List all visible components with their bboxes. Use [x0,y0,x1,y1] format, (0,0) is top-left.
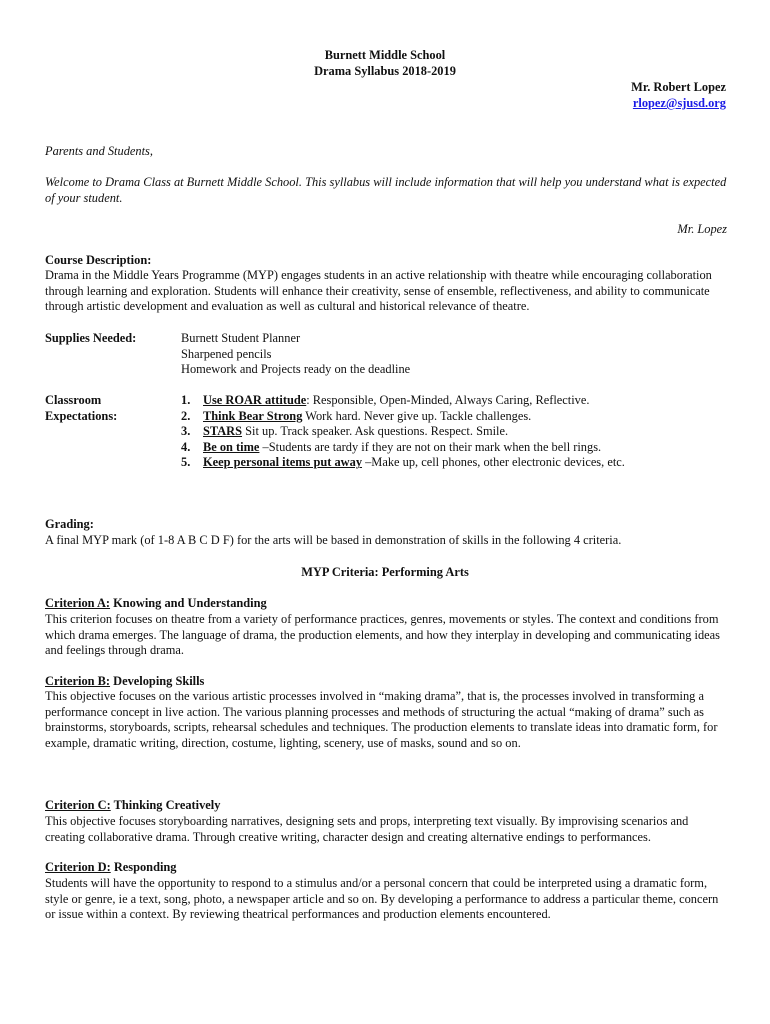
greeting: Parents and Students, [45,144,153,158]
expectation-item [181,455,726,471]
course-description-heading: Course Description: [45,253,152,267]
expectation-key: Be on time [203,439,260,454]
expectation-key: Think Bear Strong [203,408,303,423]
teacher-name: Mr. Robert Lopez [631,80,726,94]
grading-heading: Grading: [45,517,94,531]
expectation-key: Use ROAR attitude [203,393,307,407]
supply-item: Homework and Projects ready on the deadline [181,362,411,377]
criterion-title: Knowing and Understanding [110,596,267,610]
teacher-email-link[interactable]: rlopez@sjusd.org [632,96,726,110]
expectations-label [45,393,175,424]
expectations-label-line2: Expectations: [45,408,118,423]
expectation-text: Sit up. Track speaker. Ask questions. Respect. Smile. [242,424,509,439]
criterion-title: Responding [110,860,177,874]
criterion-label: Criterion A: [45,596,111,610]
course-description-text: Drama in the Middle Years Programme (MYP) engages students in an active relationship with theatre while encouraging collaboration through learning and exploration. Students will enhance their creativity, sense of ensemble, reflectiveness, and ability to communicate through artistic development and evaluation as well as cultural and historical relevance of theatre. [45,268,712,314]
expectation-item [181,424,726,440]
supply-item: Sharpened pencils [181,346,272,361]
criterion-label: Criterion B: [45,674,111,688]
criterion-c-text: This objective focuses storyboarding narratives, designing sets and props, interpreting text visually. By improvising scenarios and creating collaborative drama. Through creative writing, character design and creating alternative endings to performances. [45,814,689,844]
criterion-a-heading [45,596,727,612]
criteria-title: MYP Criteria: Performing Arts [301,565,469,579]
email-line [400,96,726,112]
expectation-text: Work hard. Never give up. Tackle challenges. [302,408,532,423]
expectation-key: STARS [203,424,243,439]
criterion-a-text: This criterion focuses on theatre from a variety of performance practices, genres, movements or styles. The context and conditions from which drama emerges. The language of drama, the production elements, and how they interplay in developing and communicating ideas and feelings through drama. [45,612,720,658]
criterion-label: Criterion D: [45,860,111,874]
criterion-title: Developing Skills [110,674,205,688]
expectation-number: 4. [181,439,191,454]
signature: Mr. Lopez [677,222,727,236]
grading-text: A final MYP mark (of 1-8 A B C D F) for the arts will be based in demonstration of skills in the following 4 criteria. [45,533,622,547]
expectation-number: 1. [181,393,191,407]
expectation-text: –Make up, cell phones, other electronic devices, etc. [362,455,625,470]
welcome-text: Welcome to Drama Class at Burnett Middle School. This syllabus will include information that will help you understand what is expected of your student. [45,175,727,205]
supplies-list [181,331,581,378]
criterion-b-heading [45,674,727,690]
expectation-number: 2. [181,408,191,423]
expectations-list [181,393,726,471]
criterion-d-heading [45,860,727,876]
expectations-label-line1: Classroom [45,393,102,407]
expectation-item [181,409,726,425]
criterion-c-heading [45,798,727,814]
expectation-number: 3. [181,424,191,439]
criterion-title: Thinking Creatively [110,798,221,812]
expectation-text: –Students are tardy if they are not on their mark when the bell rings. [259,439,602,454]
expectation-text: : Responsible, Open-Minded, Always Caring, Reflective. [306,393,590,407]
supplies-label: Supplies Needed: [45,331,137,345]
criterion-d-text: Students will have the opportunity to respond to a stimulus and/or a personal concern that could be interpreted using a dramatic form, style or genre, ie a text, song, photo, a newspaper article and so on. By developing a performance to address a particular theme, concern or issue within a context. By reviewing theatrical performances and production elements encountered. [45,876,719,922]
school-name: Burnett Middle School [324,48,446,62]
expectation-item [181,440,726,456]
criterion-b-text: This objective focuses on the various artistic processes involved in “making drama”, that is, the processes involved in transforming a performance concept in live action. The various planning processes and methods of structuring the actual “making of drama” such as brainstorms, storyboards, scripts, rehearsal schedules and techniques. The production elements to translate ideas into dramatic form, for example, dramatic writing, direction, costume, lighting, scenery, use of masks, sound and so on. [45,689,718,750]
expectation-item [181,393,726,409]
expectation-key: Keep personal items put away [203,455,363,470]
criterion-label: Criterion C: [45,798,111,812]
supply-item: Burnett Student Planner [181,331,301,345]
expectation-number: 5. [181,455,191,470]
syllabus-title: Drama Syllabus 2018-2019 [314,64,456,78]
